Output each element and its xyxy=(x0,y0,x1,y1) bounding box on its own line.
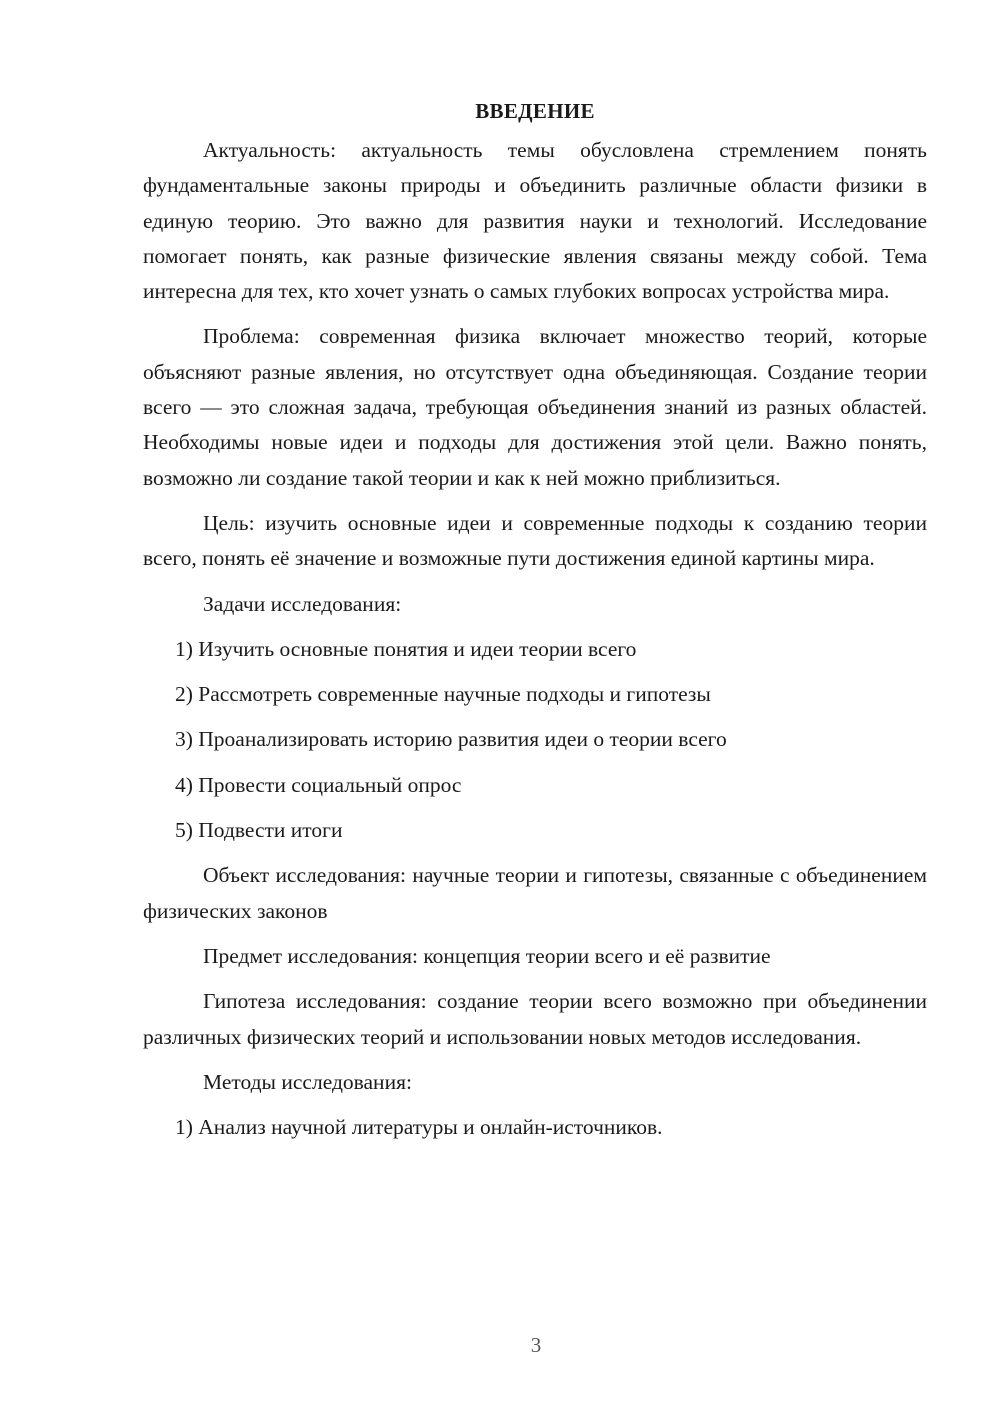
task-item-4: 4) Провести социальный опрос xyxy=(175,772,462,797)
task-item-3: 3) Проанализировать историю развития идеи о теории всего xyxy=(175,727,727,752)
subject-paragraph: Предмет исследования: концепция теории всего и её развитие xyxy=(203,943,771,968)
section-heading: ВВЕДЕНИЕ xyxy=(475,99,595,123)
task-item-1: 1) Изучить основные понятия и идеи теории всего xyxy=(175,636,637,661)
task-item-2: 2) Рассмотреть современные научные подходы и гипотезы xyxy=(175,682,711,707)
relevance-paragraph: Актуальность: актуальность темы обусловлена стремлением понять фундаментальные законы природы и объединить различные области физики в единую теорию. Это важно для развития науки и технологий. Исследование помогает понять, как разные физические явления связаны между собой. Тема интересна для тех, кто хочет узнать о самых глубоких вопросах устройства мира. xyxy=(143,138,927,304)
goal-paragraph: Цель: изучить основные идеи и современные подходы к созданию теории всего, понять её значение и возможные пути достижения единой картины мира. xyxy=(143,510,927,571)
problem-paragraph: Проблема: современная физика включает множество теорий, которые объясняют разные явления, но отсутствует одна объединяющая. Создание теории всего — это сложная задача, требующая объединения знаний из разных областей. Необходимы новые идеи и подходы для достижения этой цели. Важно понять, возможно ли создание такой теории и как к ней можно приблизиться. xyxy=(143,324,927,490)
task-item-5: 5) Подвести итоги xyxy=(175,818,343,843)
tasks-title: Задачи исследования: xyxy=(203,591,402,616)
methods-title: Методы исследования: xyxy=(203,1069,412,1094)
method-item-1: 1) Анализ научной литературы и онлайн-источников. xyxy=(175,1115,663,1140)
page-number: 3 xyxy=(530,1333,542,1357)
object-paragraph: Объект исследования: научные теории и гипотезы, связанные с объединением физических законов xyxy=(143,863,927,923)
page-content xyxy=(143,96,927,1155)
hypothesis-paragraph: Гипотеза исследования: создание теории всего возможно при объединении различных физических теорий и использовании новых методов исследования. xyxy=(143,989,927,1049)
